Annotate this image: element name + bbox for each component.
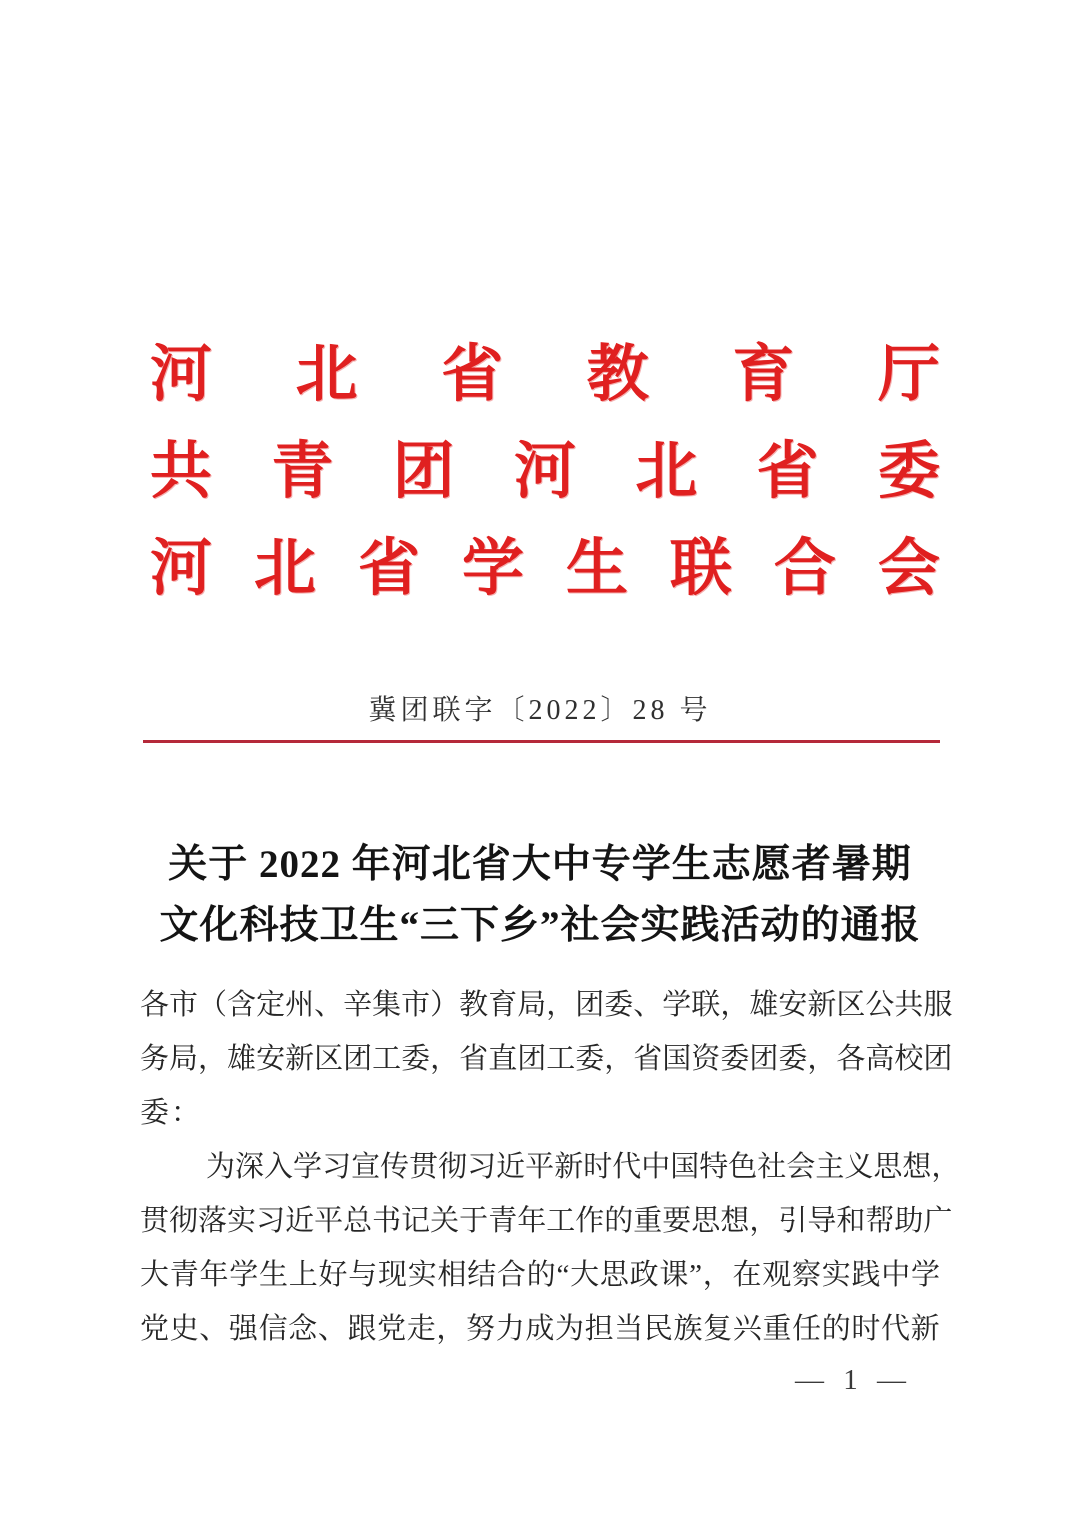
- body-line-4: 为 深 入 学 习 宣 传 贯 彻 习 近 平 新 时 代 中 国 特 色 社 会 主 义 思 想 ，: [206, 1151, 961, 1183]
- document-title: [0, 841, 1080, 950]
- red-divider-line: [143, 740, 940, 743]
- letterhead-line-2: 共 青 团 河 北 省 委: [150, 438, 940, 506]
- red-letterhead: [150, 341, 940, 603]
- body-line-3: 委：: [140, 1097, 203, 1129]
- body-text: [140, 978, 961, 1356]
- letterhead-line-1: 河 北 省 教 育 厅: [150, 341, 940, 409]
- body-line-1: 各 市 （ 含 定 州 、 辛 集 市 ） 教 育 局 ， 团 委 、 学 联 ， 雄 安 新 区 公 共 服: [140, 989, 953, 1021]
- letterhead-line-3: 河 北 省 学 生 联 合 会: [150, 535, 940, 603]
- body-line-2: 务 局 ， 雄 安 新 区 团 工 委 ， 省 直 团 工 委 ， 省 国 资 委 团 委 ， 各 高 校 团: [140, 1043, 953, 1075]
- document-number: 冀团联字〔2022〕28 号: [368, 695, 712, 726]
- title-line-2: 文化科技卫生“三下乡”社会实践活动的通报: [159, 904, 921, 947]
- body-line-6: 大 青 年 学 生 上 好 与 现 实 相 结 合 的 “ 大 思 政 课 ” ， 在 观 察 实 践 中 学: [140, 1259, 940, 1291]
- body-line-7: 党 史 、 强 信 念 、 跟 党 走 ， 努 力 成 为 担 当 民 族 复 兴 重 任 的 时 代 新: [140, 1313, 940, 1345]
- page-number: — 1 —: [795, 1364, 912, 1396]
- title-line-1: 关于 2022 年河北省大中专学生志愿者暑期: [168, 843, 912, 886]
- body-line-5: 贯 彻 落 实 习 近 平 总 书 记 关 于 青 年 工 作 的 重 要 思 想 ， 引 导 和 帮 助 广: [140, 1205, 953, 1237]
